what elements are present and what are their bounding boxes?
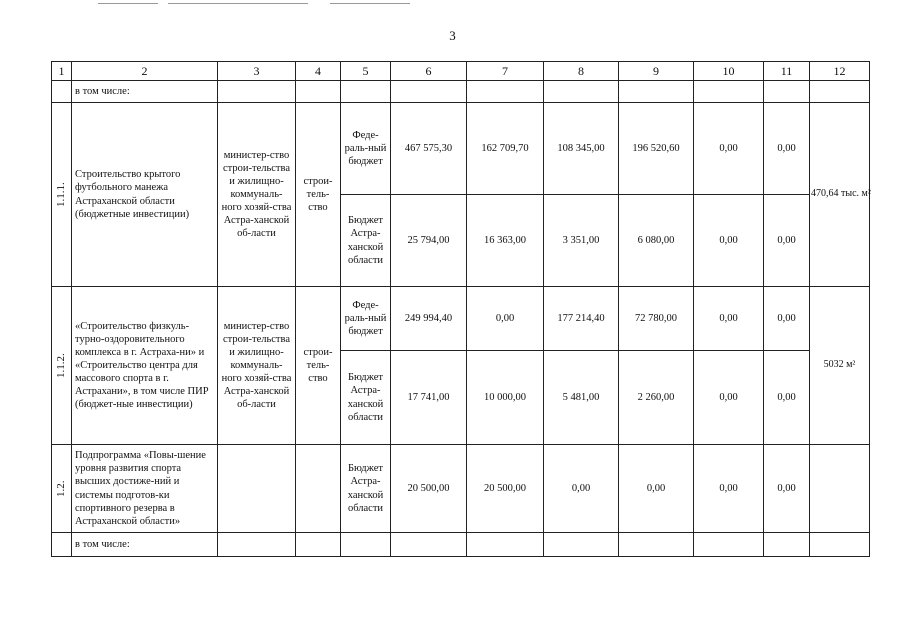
value-cell: 25 794,00 (391, 195, 467, 287)
page-number: 3 (449, 28, 456, 43)
value-cell: 0,00 (619, 445, 694, 533)
value-cell: 0,00 (467, 287, 544, 351)
value-cell: 72 780,00 (619, 287, 694, 351)
budget-table (51, 61, 870, 557)
header-cell: 1 (52, 62, 72, 81)
header-cell: 2 (72, 62, 218, 81)
result-value: 470,64 тыс. м² (810, 103, 870, 287)
header-cell: 6 (391, 62, 467, 81)
value-cell: 10 000,00 (467, 351, 544, 445)
value-cell: 0,00 (694, 195, 764, 287)
header-cell: 12 (810, 62, 870, 81)
including-row (52, 81, 870, 103)
project-name: «Строительство физкуль-турно-оздоровительного комплекса в г. Астраха-ни» и «Строительство центра для массового спорта в г. Астрахани», в том числе ПИР (бюджет-ные инвестиции) (72, 287, 218, 445)
row-number: 1.2. (52, 445, 72, 533)
value-cell: 20 500,00 (467, 445, 544, 533)
header-cell: 5 (341, 62, 391, 81)
value-cell: 196 520,60 (619, 103, 694, 195)
work-type: строи-тель-ство (296, 103, 341, 287)
value-cell: 467 575,30 (391, 103, 467, 195)
funding-source: Феде-раль-ный бюджет (341, 103, 391, 195)
project-name: Подпрограмма «Повы-шение уровня развития спорта высших достиже-ний и системы подготов-ки спортивного резерва в Астраханской области» (72, 445, 218, 533)
value-cell: 177 214,40 (544, 287, 619, 351)
row-number: 1.1.2. (52, 287, 72, 445)
value-cell: 0,00 (694, 287, 764, 351)
funding-source: Бюджет Астра-ханской области (341, 351, 391, 445)
header-row (52, 62, 870, 81)
value-cell: 0,00 (694, 351, 764, 445)
value-cell: 0,00 (694, 445, 764, 533)
header-cell: 4 (296, 62, 341, 81)
row-number: 1.1.1. (52, 103, 72, 287)
table-row (52, 103, 870, 195)
value-cell: 0,00 (694, 103, 764, 195)
top-rule-mid (168, 3, 308, 4)
header-cell: 9 (619, 62, 694, 81)
including-label: в том числе: (72, 81, 218, 103)
value-cell: 0,00 (544, 445, 619, 533)
table-row (52, 287, 870, 351)
value-cell: 0,00 (764, 445, 810, 533)
value-cell: 2 260,00 (619, 351, 694, 445)
including-row (52, 533, 870, 557)
header-cell: 7 (467, 62, 544, 81)
header-cell: 8 (544, 62, 619, 81)
funding-source: Феде-раль-ный бюджет (341, 287, 391, 351)
value-cell: 20 500,00 (391, 445, 467, 533)
funding-source: Бюджет Астра-ханской области (341, 195, 391, 287)
value-cell: 17 741,00 (391, 351, 467, 445)
table-row (52, 445, 870, 533)
project-name: Строительство крытого футбольного манежа Астраханской области (бюджетные инвестиции) (72, 103, 218, 287)
executor: министер-ство строи-тельства и жилищно-коммуналь-ного хозяй-ства Астра-ханской об-ласти (218, 103, 296, 287)
value-cell: 108 345,00 (544, 103, 619, 195)
value-cell: 249 994,40 (391, 287, 467, 351)
value-cell: 162 709,70 (467, 103, 544, 195)
value-cell: 0,00 (764, 195, 810, 287)
top-rule-left (98, 3, 158, 4)
value-cell: 0,00 (764, 287, 810, 351)
work-type: строи-тель-ство (296, 287, 341, 445)
header-cell: 11 (764, 62, 810, 81)
result-value: 5032 м² (810, 287, 870, 445)
executor: министер-ство строи-тельства и жилищно-коммуналь-ного хозяй-ства Астра-ханской об-ласти (218, 287, 296, 445)
value-cell: 0,00 (764, 351, 810, 445)
value-cell: 0,00 (764, 103, 810, 195)
value-cell: 3 351,00 (544, 195, 619, 287)
including-label: в том числе: (72, 533, 218, 557)
header-cell: 3 (218, 62, 296, 81)
funding-source: Бюджет Астра-ханской области (341, 445, 391, 533)
header-cell: 10 (694, 62, 764, 81)
value-cell: 16 363,00 (467, 195, 544, 287)
top-rule-right (330, 3, 410, 4)
value-cell: 6 080,00 (619, 195, 694, 287)
value-cell: 5 481,00 (544, 351, 619, 445)
